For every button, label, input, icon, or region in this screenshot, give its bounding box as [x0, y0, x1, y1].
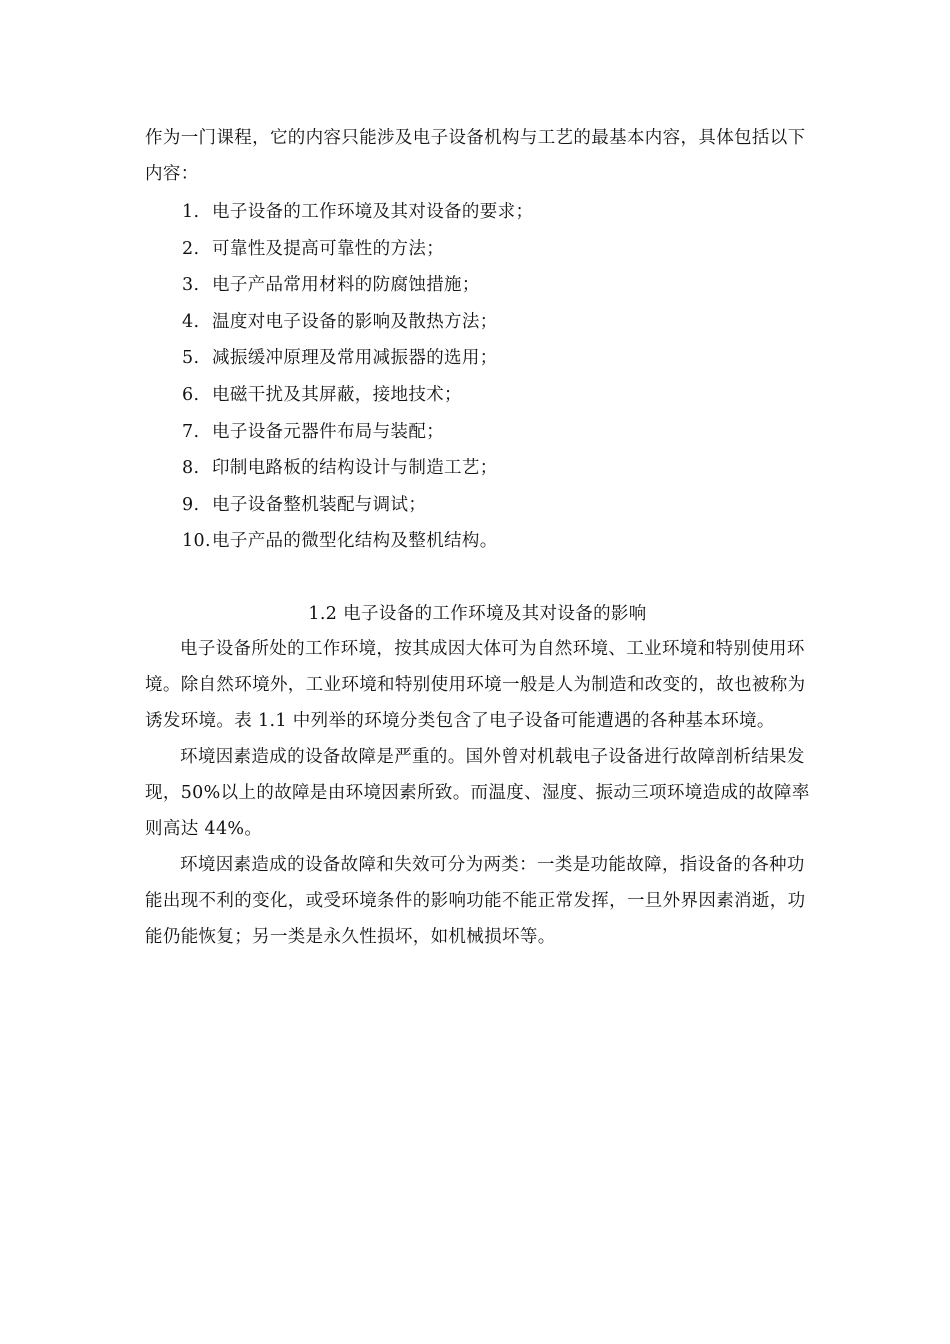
list-item: [182, 414, 782, 451]
list-item-number: 1.: [182, 202, 200, 222]
list-item-number: 2.: [182, 238, 200, 259]
list-item-text: 可靠性及提高可靠性的方法；: [212, 238, 445, 259]
list-item-number: 9.: [182, 494, 200, 515]
body-paragraph: 电子设备所处的工作环境，按其成因大体可为自然环境、工业环境和特别使用环境。除自然环境外，工业环境和特别使用环境一般是人为制造和改变的，故也被称为诱发环境。表 1.1 中列举的环境分类包含了电子设备可能遭遇的各种基本环境。: [145, 639, 806, 731]
list-item-text: 电子产品常用材料的防腐蚀措施；: [212, 275, 480, 296]
list-item: [182, 487, 782, 524]
list-item: [182, 231, 782, 268]
list-item-number: 4.: [182, 311, 200, 332]
list-item: [182, 194, 782, 231]
list-item-text: 电子设备元器件布局与装配；: [212, 421, 445, 442]
list-item: [182, 450, 782, 487]
list-item-number: 3.: [182, 275, 200, 296]
list-item-text: 电磁干扰及其屏蔽，接地技术；: [212, 384, 462, 405]
list-item: [182, 523, 782, 560]
list-item-text: 温度对电子设备的影响及散热方法；: [212, 311, 498, 332]
list-item-text: 印制电路板的结构设计与制造工艺；: [212, 458, 498, 479]
body-paragraph: 环境因素造成的设备故障和失效可分为两类：一类是功能故障，指设备的各种功能出现不利的变化，或受环境条件的影响功能不能正常发挥，一旦外界因素消逝，功能仍能恢复；另一类是永久性损坏，如机械损坏等。: [145, 855, 806, 947]
list-item-text: 电子设备的工作环境及其对设备的要求；: [212, 202, 534, 222]
list-item-text: 电子设备整机装配与调试；: [212, 494, 427, 515]
list-item: [182, 340, 782, 377]
list-item: [182, 377, 782, 414]
list-item-number: 5.: [182, 348, 200, 369]
list-item: [182, 304, 782, 341]
body-paragraph: 环境因素造成的设备故障是严重的。国外曾对机载电子设备进行故障剖析结果发现，50%以上的故障是由环境因素所致。而温度、湿度、振动三项环境造成的故障率则高达 44%。: [145, 747, 810, 839]
content-list: [182, 194, 782, 560]
intro-paragraph: [145, 120, 810, 192]
list-item-number: 6.: [182, 384, 200, 405]
list-item-number: 7.: [182, 421, 200, 442]
section-body: [145, 631, 810, 955]
list-item-text: 减振缓冲原理及常用减振器的选用；: [212, 348, 498, 369]
list-item-text: 电子产品的微型化结构及整机结构。: [212, 531, 498, 552]
list-item: [182, 267, 782, 304]
list-item-number: 8.: [182, 458, 200, 479]
intro-text: 作为一门课程，它的内容只能涉及电子设备机构与工艺的最基本内容，具体包括以下内容：: [145, 128, 806, 184]
section-heading: 1.2 电子设备的工作环境及其对设备的影响: [308, 604, 647, 624]
list-item-number: 10.: [182, 531, 211, 552]
